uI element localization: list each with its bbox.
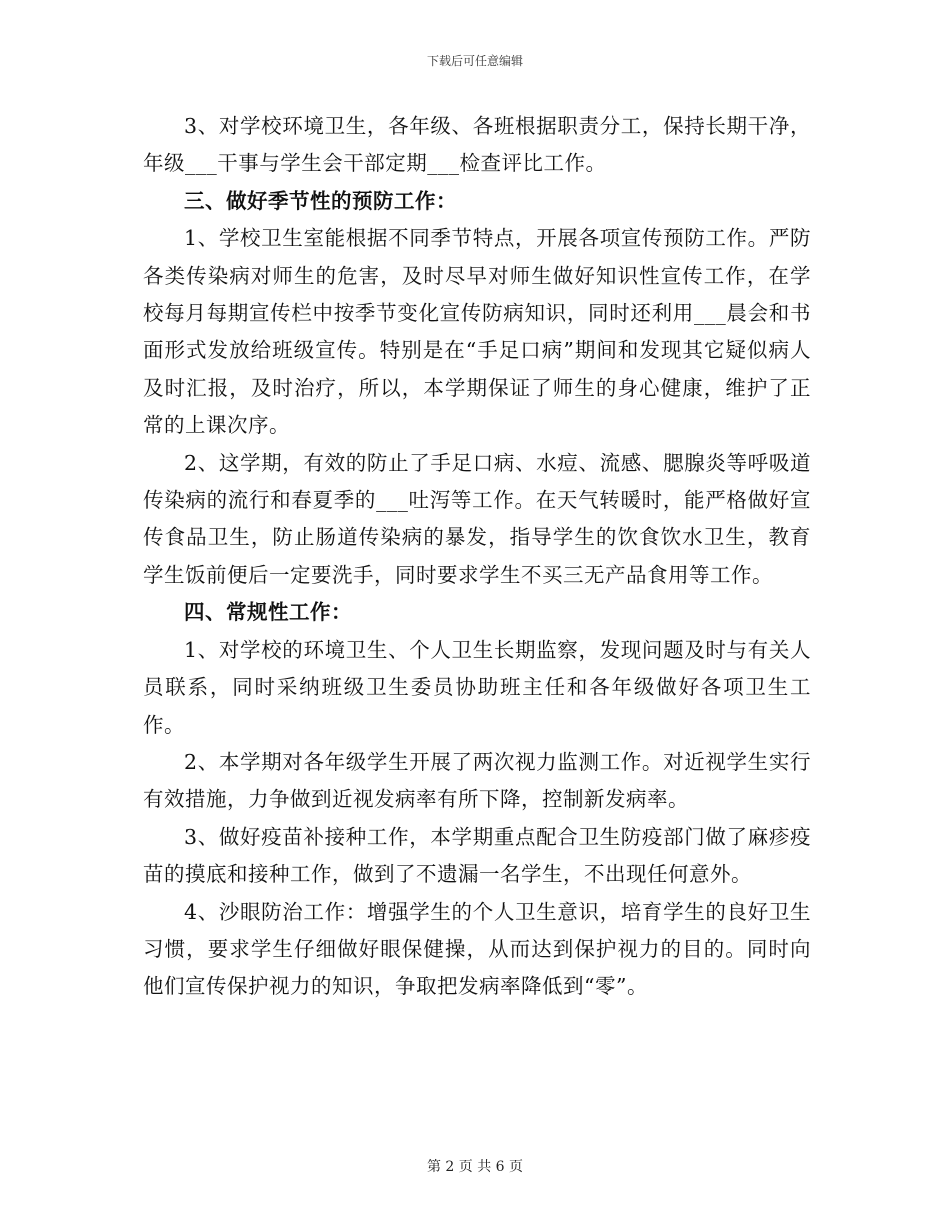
paragraph-vaccination: 3、做好疫苗补接种工作，本学期重点配合卫生防疫部门做了麻疹疫苗的摸底和接种工作，做到了不遗漏一名学生，不出现任何意外。 — [143, 824, 811, 887]
section-heading-seasonal: 三、做好季节性的预防工作： — [184, 188, 457, 213]
page-footer-number: 第 2 页 共 6 页 — [426, 1159, 524, 1175]
paragraph-disease-prevention: 2、这学期，有效的防止了手足口病、水痘、流感、腮腺炎等呼吸道传染病的流行和春夏季的___吐泻等工作。在天气转暖时，能严格做好宣传食品卫生，防止肠道传染病的暴发，指导学生的饮食饮水卫生，教育学生饭前便后一定要洗手，同时要求学生不买三无产品食用等工作。 — [143, 450, 811, 587]
page-header-note: 下载后可任意编辑 — [426, 54, 523, 68]
paragraph-vision-monitoring: 2、本学期对各年级学生开展了两次视力监测工作。对近视学生实行有效措施，力争做到近视发病率有所下降，控制新发病率。 — [143, 749, 811, 812]
paragraph-routine-monitoring: 1、对学校的环境卫生、个人卫生长期监察，发现问题及时与有关人员联系，同时采纳班级卫生委员协助班主任和各年级做好各项卫生工作。 — [143, 637, 811, 737]
document-body — [143, 108, 811, 1006]
paragraph-env-hygiene: 3、对学校环境卫生，各年级、各班根据职责分工，保持长期干净，年级___干事与学生会干部定期___检查评比工作。 — [143, 114, 811, 176]
paragraph-trachoma: 4、沙眼防治工作：增强学生的个人卫生意识，培育学生的良好卫生习惯，要求学生仔细做好眼保健操，从而达到保护视力的目的。同时向他们宣传保护视力的知识，争取把发病率降低到“零”。 — [143, 899, 811, 999]
paragraph-seasonal-publicity: 1、学校卫生室能根据不同季节特点，开展各项宣传预防工作。严防各类传染病对师生的危害，及时尽早对师生做好知识性宣传工作，在学校每月每期宣传栏中按季节变化宣传防病知识，同时还利用___晨会和书面形式发放给班级宣传。特别是在“手足口病”期间和发现其它疑似病人及时汇报，及时治疗，所以，本学期保证了师生的身心健康，维护了正常的上课次序。 — [143, 226, 811, 438]
section-heading-routine: 四、常规性工作： — [184, 600, 352, 625]
